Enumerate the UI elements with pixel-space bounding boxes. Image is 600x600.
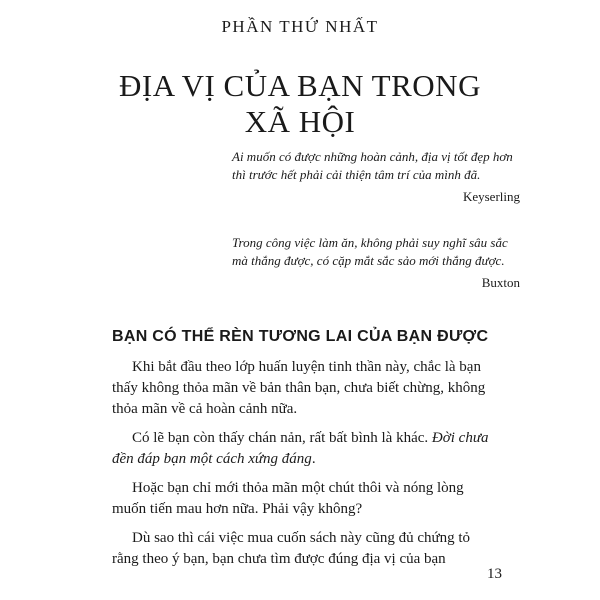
paragraph-4 <box>112 528 500 570</box>
epigraph-author: Buxton <box>481 275 520 290</box>
epigraph-quote: Ai muốn có được những hoàn cảnh, địa vị tốt đẹp hơn thì trước hết phải cải thiện tâm trí của mình đã. <box>232 149 513 182</box>
paragraph-2 <box>112 428 500 470</box>
section-heading: BẠN CÓ THỂ RÈN TƯƠNG LAI CỦA BẠN ĐƯỢC <box>112 328 489 345</box>
epigraph-1 <box>232 148 522 206</box>
body-text <box>112 357 500 578</box>
epigraph-2 <box>232 234 522 292</box>
paragraph-text: Hoặc bạn chỉ mới thỏa mãn một chút thôi và nóng lòng muốn tiến mau hơn nữa. Phải vậy không? <box>112 480 464 517</box>
chapter-title <box>0 68 600 140</box>
paragraph-text: Dù sao thì cái việc mua cuốn sách này cũng đủ chứng tỏ rằng theo ý bạn, bạn chưa tìm được đúng địa vị của bạn <box>112 530 471 567</box>
part-label: PHẦN THỨ NHẤT <box>221 17 379 36</box>
paragraph-italic-text: Đời chưa đền đáp bạn một cách xứng đáng <box>112 430 489 467</box>
paragraph-tail: . <box>311 451 316 467</box>
paragraph-text: Khi bắt đầu theo lớp huấn luyện tinh thần này, chắc là bạn thấy không thỏa mãn về bản thân bạn, chưa biết chừng, không thỏa mãn về cả hoàn cảnh nữa. <box>112 359 486 417</box>
chapter-title-line-2: XÃ HỘI <box>244 104 356 139</box>
epigraph-quote: Trong công việc làm ăn, không phải suy nghĩ sâu sắc mà thắng được, có cặp mắt sắc sảo mới thắng được. <box>232 235 508 268</box>
paragraph-text: Có lẽ bạn còn thấy chán nản, rất bất bình là khác. <box>132 430 432 446</box>
paragraph-1 <box>112 357 500 420</box>
paragraph-3 <box>112 478 500 520</box>
chapter-title-line-1: ĐỊA VỊ CỦA BẠN TRONG <box>119 68 481 103</box>
page-number: 13 <box>487 566 502 582</box>
epigraph-author: Keyserling <box>462 189 520 204</box>
